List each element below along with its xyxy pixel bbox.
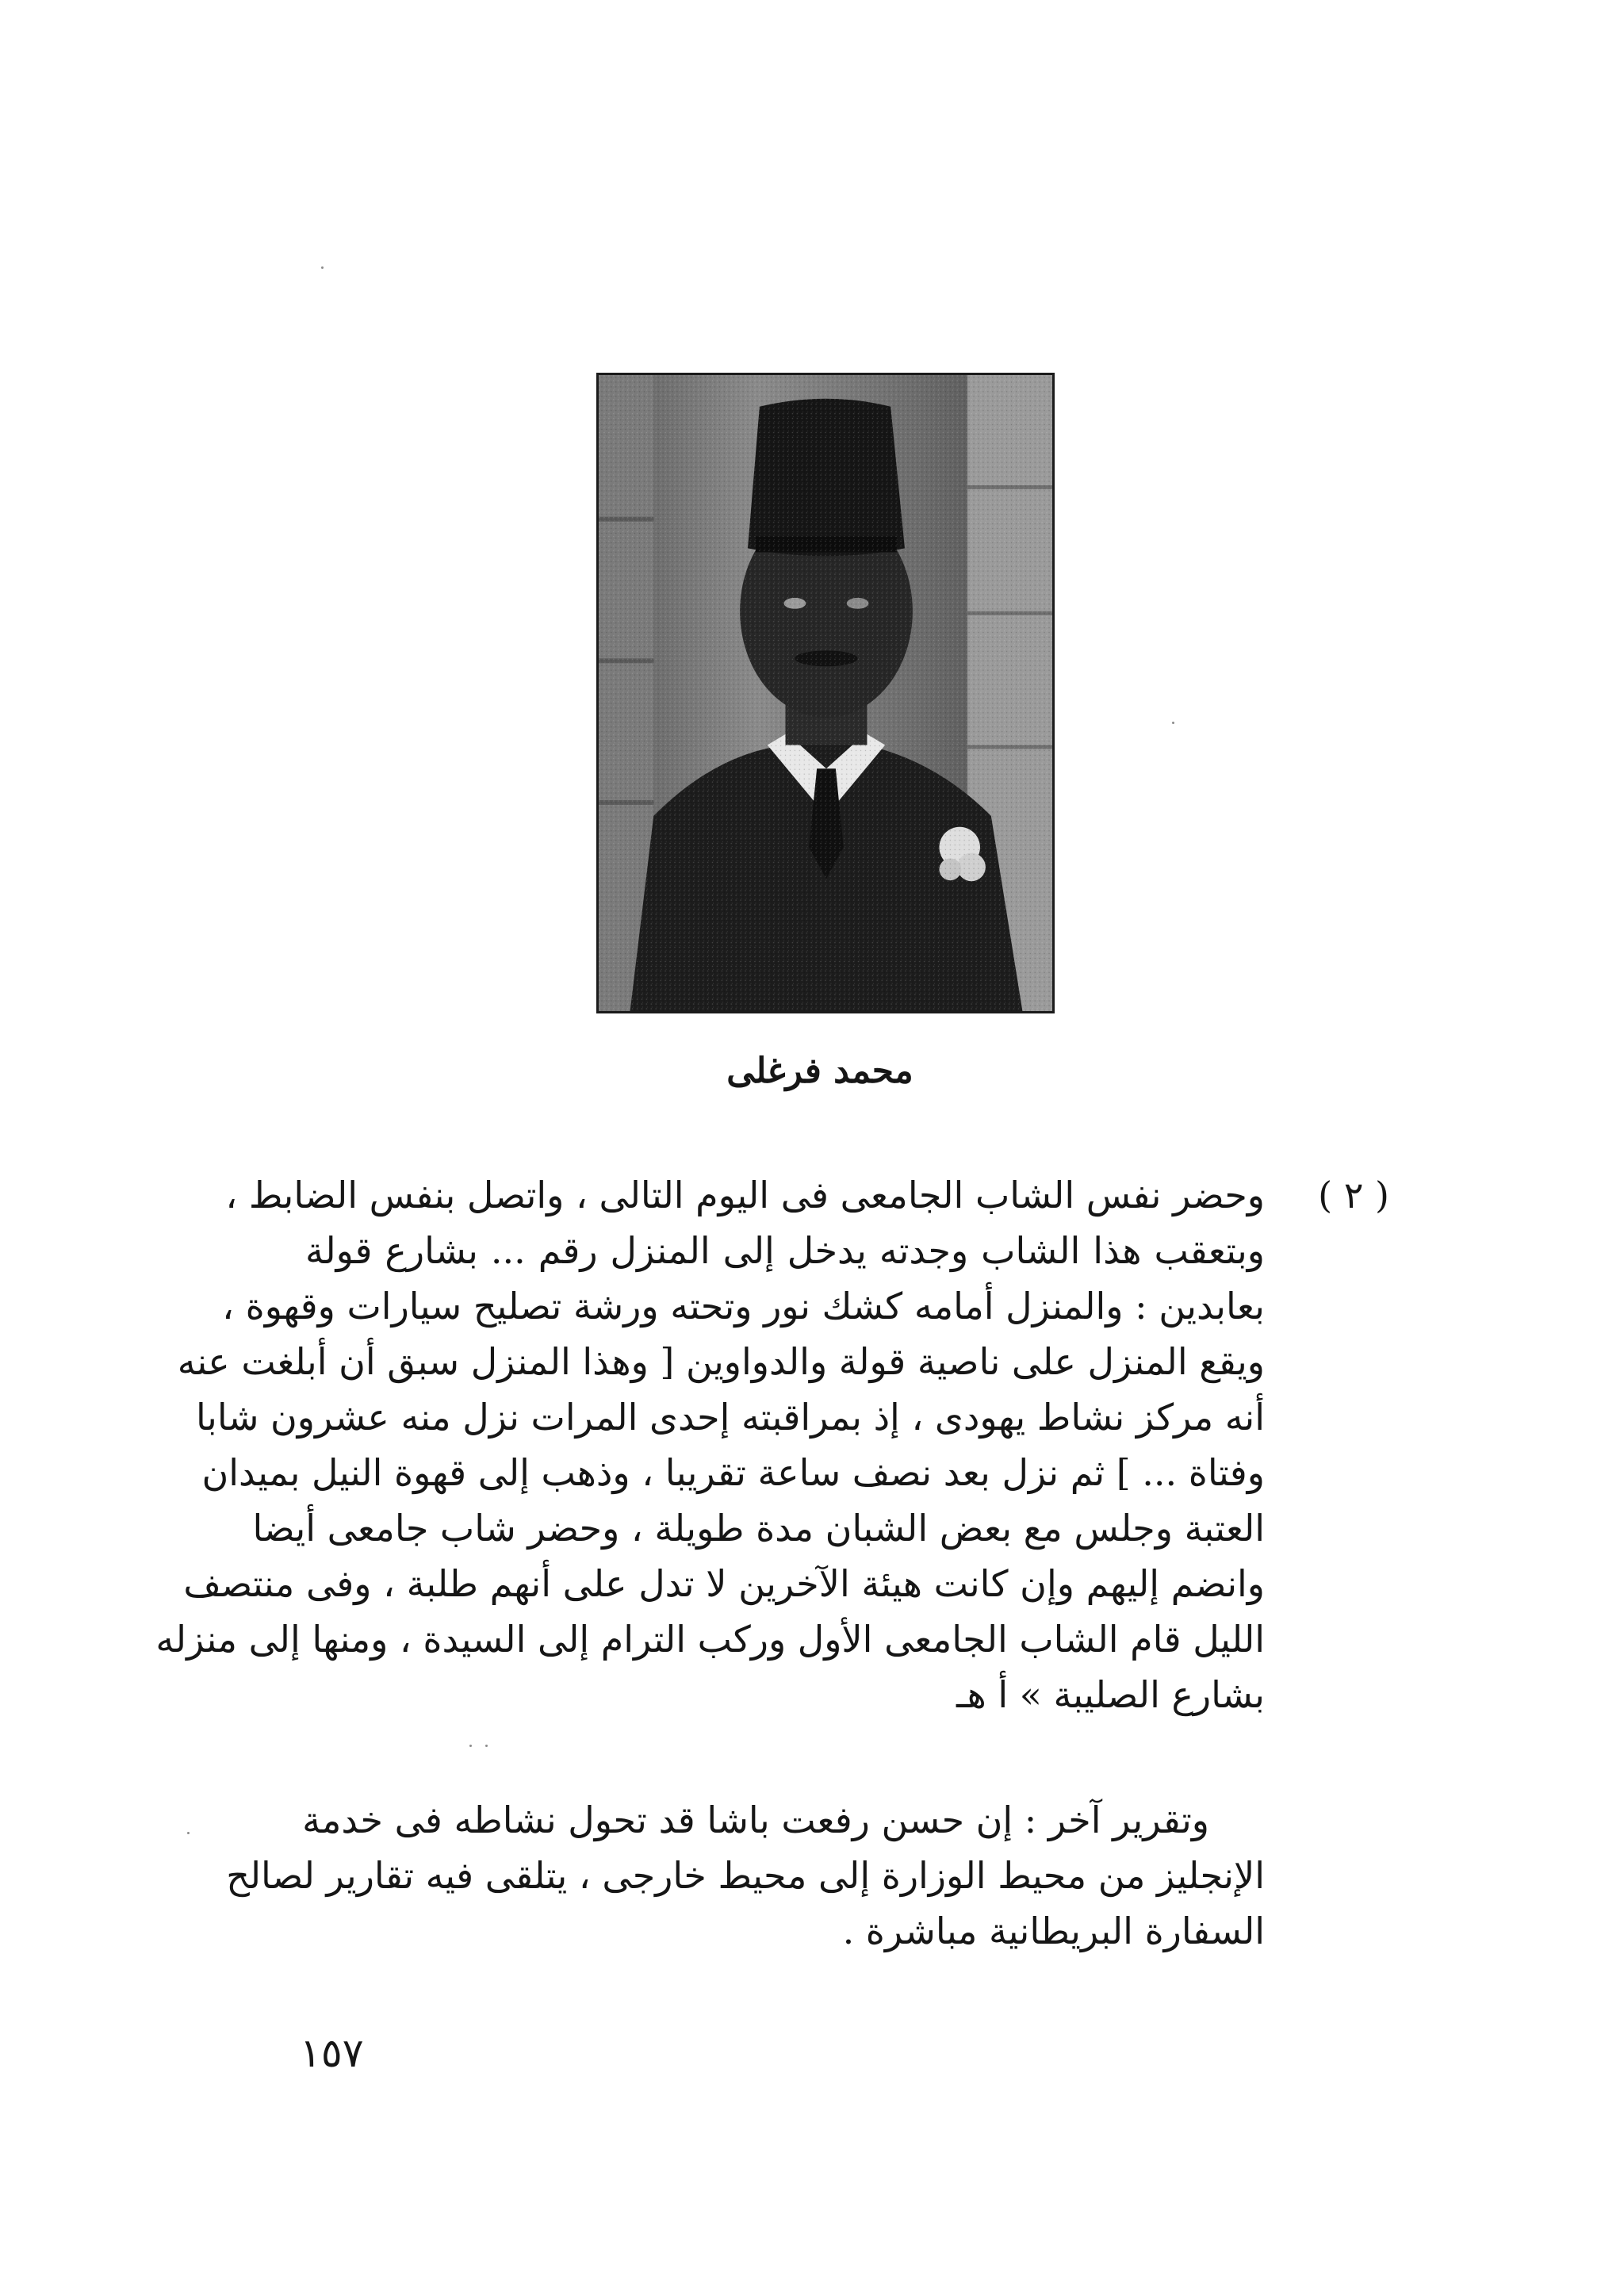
text-line: الإنجليز من محيط الوزارة إلى محيط خارجى ، يتلقى فيه تقارير لصالح: [226, 1854, 1265, 1897]
text-line: وفتاة ... ] ثم نزل بعد نصف ساعة تقريبا ، وذهب إلى قهوة النيل بميدان: [201, 1451, 1265, 1494]
text-line: وحضر نفس الشاب الجامعى فى اليوم التالى ، واتصل بنفس الضابط ،: [225, 1174, 1265, 1216]
page-number: ١٥٧: [300, 2030, 364, 2076]
footnote-marker: ( ٢ ): [1318, 1174, 1389, 1216]
scan-speck: [485, 1745, 488, 1747]
footnote-paragraph: [155, 1167, 1265, 1722]
scan-speck: [469, 1745, 472, 1747]
text-line: العتبة وجلس مع بعض الشبان مدة طويلة ، وحضر شاب جامعى أيضا: [252, 1507, 1265, 1550]
text-line: أنه مركز نشاط يهودى ، إذ بمراقبته إحدى المرات نزل منه عشرون شابا: [196, 1396, 1265, 1439]
scan-speck: [1172, 722, 1174, 724]
scan-speck: [321, 266, 324, 269]
photo-caption: محمد فرغلى: [726, 1051, 914, 1091]
report-paragraph: [226, 1792, 1265, 1959]
text-line: ويقع المنزل على ناصية قولة والدواوين [ وهذا المنزل سبق أن أبلغت عنه: [177, 1340, 1265, 1383]
scan-speck: [187, 1832, 190, 1834]
portrait-image: [599, 375, 1052, 1011]
text-line: بعابدين : والمنزل أمامه كشك نور وتحته ورشة تصليح سيارات وقهوة ،: [222, 1285, 1265, 1327]
portrait-photo: [596, 373, 1055, 1013]
text-line: وانضم إليهم وإن كانت هيئة الآخرين لا تدل على أنهم طلبة ، وفى منتصف: [183, 1562, 1265, 1605]
text-line: بشارع الصليبة » أ هـ: [956, 1673, 1265, 1716]
text-line: وبتعقب هذا الشاب وجدته يدخل إلى المنزل رقم ... بشارع قولة: [305, 1229, 1265, 1272]
text-line: وتقرير آخر : إن حسن رفعت باشا قد تحول نشاطه فى خدمة: [302, 1799, 1209, 1841]
text-line: السفارة البريطانية مباشرة .: [842, 1910, 1265, 1952]
text-line: الليل قام الشاب الجامعى الأول وركب الترام إلى السيدة ، ومنها إلى منزله: [155, 1618, 1265, 1661]
